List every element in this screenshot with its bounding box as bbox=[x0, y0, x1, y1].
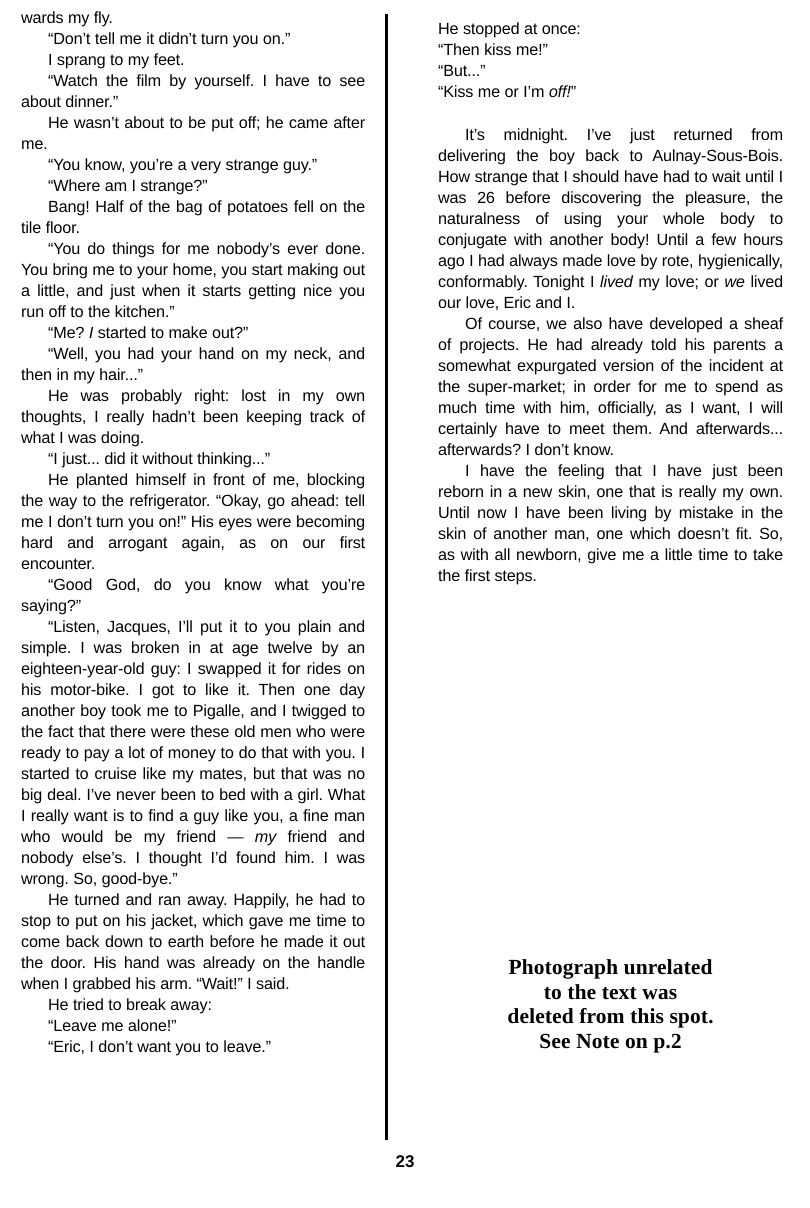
emphasis-text: I bbox=[88, 324, 94, 342]
paragraph-text: Bang! Half of the bag of potatoes fell on the tile floor. bbox=[21, 198, 365, 237]
paragraph-text: He tried to break away: bbox=[48, 996, 212, 1014]
emphasis-text: my bbox=[254, 828, 277, 846]
notice-line: Photograph unrelated bbox=[508, 955, 713, 979]
paragraph bbox=[438, 40, 783, 61]
paragraph bbox=[21, 1037, 365, 1058]
paragraph bbox=[21, 617, 365, 890]
paragraph-text: “I just... did it without thinking...” bbox=[48, 450, 271, 468]
notice-line: deleted from this spot. bbox=[507, 1004, 714, 1028]
paragraph bbox=[21, 470, 365, 575]
paragraph-text: my love; or bbox=[632, 273, 725, 291]
emphasis-text: off! bbox=[548, 83, 571, 101]
paragraph-text: He stopped at once: bbox=[438, 20, 581, 38]
paragraph bbox=[21, 890, 365, 995]
paragraph-text: friend and nobody else’s. I thought I’d found him. I was wrong. So, good-bye.” bbox=[21, 828, 365, 888]
paragraph-text: wards my fly. bbox=[21, 9, 113, 27]
paragraph-text: “Where am I strange?” bbox=[48, 177, 208, 195]
paragraph bbox=[21, 344, 365, 386]
paragraph-text: “Then kiss me!” bbox=[438, 41, 548, 59]
notice-line: to the text was bbox=[543, 979, 678, 1004]
paragraph bbox=[438, 314, 783, 461]
paragraph-text: I have the feeling that I have just been reborn in a new skin, one that is really my own. Until now I have been living by mistake in the skin of another man, one which doesn’t fit. So, as with all newborn, give me a little time to take the first steps. bbox=[438, 462, 783, 585]
paragraph bbox=[21, 50, 365, 71]
column-divider-rule bbox=[385, 14, 388, 1140]
paragraph bbox=[438, 61, 783, 82]
paragraph-text: He was probably right: lost in my own thoughts, I really hadn’t been keeping track of what I was doing. bbox=[21, 387, 365, 447]
paragraph-text: “Eric, I don’t want you to leave.” bbox=[48, 1038, 271, 1056]
paragraph-text: “Listen, Jacques, I’ll put it to you plain and simple. I was broken in at age twelve by an eighteen-year-old guy: I swapped it for rides on his motor-bike. I got to like it. Then one day another boy took me to Pigalle, and I twigged to the fact that there were these old men who were ready to pay a lot of money to do that with you. I started to cruise like my mates, but that was no big deal. I’ve never been to bed with a girl. What I really want is to find a guy like you, a fine man who would be my friend — bbox=[21, 618, 365, 846]
paragraph-text: started to make out?” bbox=[93, 324, 249, 342]
paragraph bbox=[21, 8, 365, 29]
paragraph bbox=[21, 176, 365, 197]
paragraph-text: “Don’t tell me it didn’t turn you on.” bbox=[48, 30, 291, 48]
paragraph bbox=[21, 71, 365, 113]
paragraph bbox=[21, 1016, 365, 1037]
emphasis-text: lived bbox=[600, 273, 633, 291]
paragraph-text: lived our love, Eric and I. bbox=[438, 273, 783, 312]
paragraph-text: He wasn’t about to be put off; he came after me. bbox=[21, 114, 365, 153]
page-number: 23 bbox=[395, 1152, 415, 1171]
paragraph bbox=[21, 449, 365, 470]
paragraph bbox=[21, 323, 365, 344]
photo-deletion-notice bbox=[438, 955, 783, 1053]
paragraph-text: ” bbox=[570, 83, 576, 101]
paragraph bbox=[438, 461, 783, 587]
paragraph-text: “Watch the film by yourself. I have to see about dinner.” bbox=[21, 72, 365, 111]
paragraph bbox=[21, 995, 365, 1016]
paragraph-text: It’s midnight. I’ve just returned from delivering the boy back to Aulnay-Sous-Bois. How strange that I should have had to wait until I was 26 before discovering the pleasure, the naturalness of using your whole body to conjugate with another body! Until a few hours ago I had always made love by rote, hygienically, conformably. Tonight I bbox=[438, 126, 783, 291]
left-text-column bbox=[21, 8, 365, 1058]
paragraph-text: He planted himself in front of me, blocking the way to the refrigerator. “Okay, go ahead: tell me I don’t turn you on!” His eyes were becoming hard and arrogant again, as on our first encounter. bbox=[21, 471, 365, 573]
paragraph-text: “Kiss me or I’m bbox=[438, 83, 549, 101]
paragraph bbox=[438, 125, 783, 314]
paragraph-text: “But...” bbox=[438, 62, 486, 80]
paragraph-text: “Well, you had your hand on my neck, and then in my hair...” bbox=[21, 345, 365, 384]
emphasis-text: we bbox=[724, 273, 745, 291]
paragraph bbox=[438, 19, 783, 40]
paragraph bbox=[21, 575, 365, 617]
notice-line: See Note on p.2 bbox=[539, 1028, 682, 1053]
paragraph bbox=[21, 239, 365, 323]
paragraph-text: “Good God, do you know what you’re saying?” bbox=[21, 576, 365, 615]
right-text-column bbox=[438, 19, 783, 587]
paragraph bbox=[21, 155, 365, 176]
paragraph-text: “Me? bbox=[48, 324, 89, 342]
paragraph-text: “Leave me alone!” bbox=[48, 1017, 177, 1035]
paragraph bbox=[21, 197, 365, 239]
paragraph bbox=[438, 82, 783, 103]
paragraph-text: I sprang to my feet. bbox=[48, 51, 185, 69]
paragraph-text: He turned and ran away. Happily, he had to stop to put on his jacket, which gave me time to come back down to earth before he made it out the door. His hand was already on the handle when I grabbed his arm. “Wait!” I said. bbox=[21, 891, 365, 993]
paragraph-text: “You do things for me nobody’s ever done. You bring me to your home, you start making out a little, and just when it starts getting nice you run off to the kitchen.” bbox=[21, 240, 365, 321]
paragraph-text: “You know, you’re a very strange guy.” bbox=[48, 156, 318, 174]
paragraph bbox=[21, 386, 365, 449]
paragraph bbox=[21, 113, 365, 155]
paragraph-text: Of course, we also have developed a sheaf of projects. He had already told his parents a somewhat expurgated version of the incident at the super-market; in order for me to spend as much time with him, officially, as I want, I will certainly have to meet them. And afterwards... afterwards? I don’t know. bbox=[438, 315, 783, 459]
paragraph bbox=[21, 29, 365, 50]
